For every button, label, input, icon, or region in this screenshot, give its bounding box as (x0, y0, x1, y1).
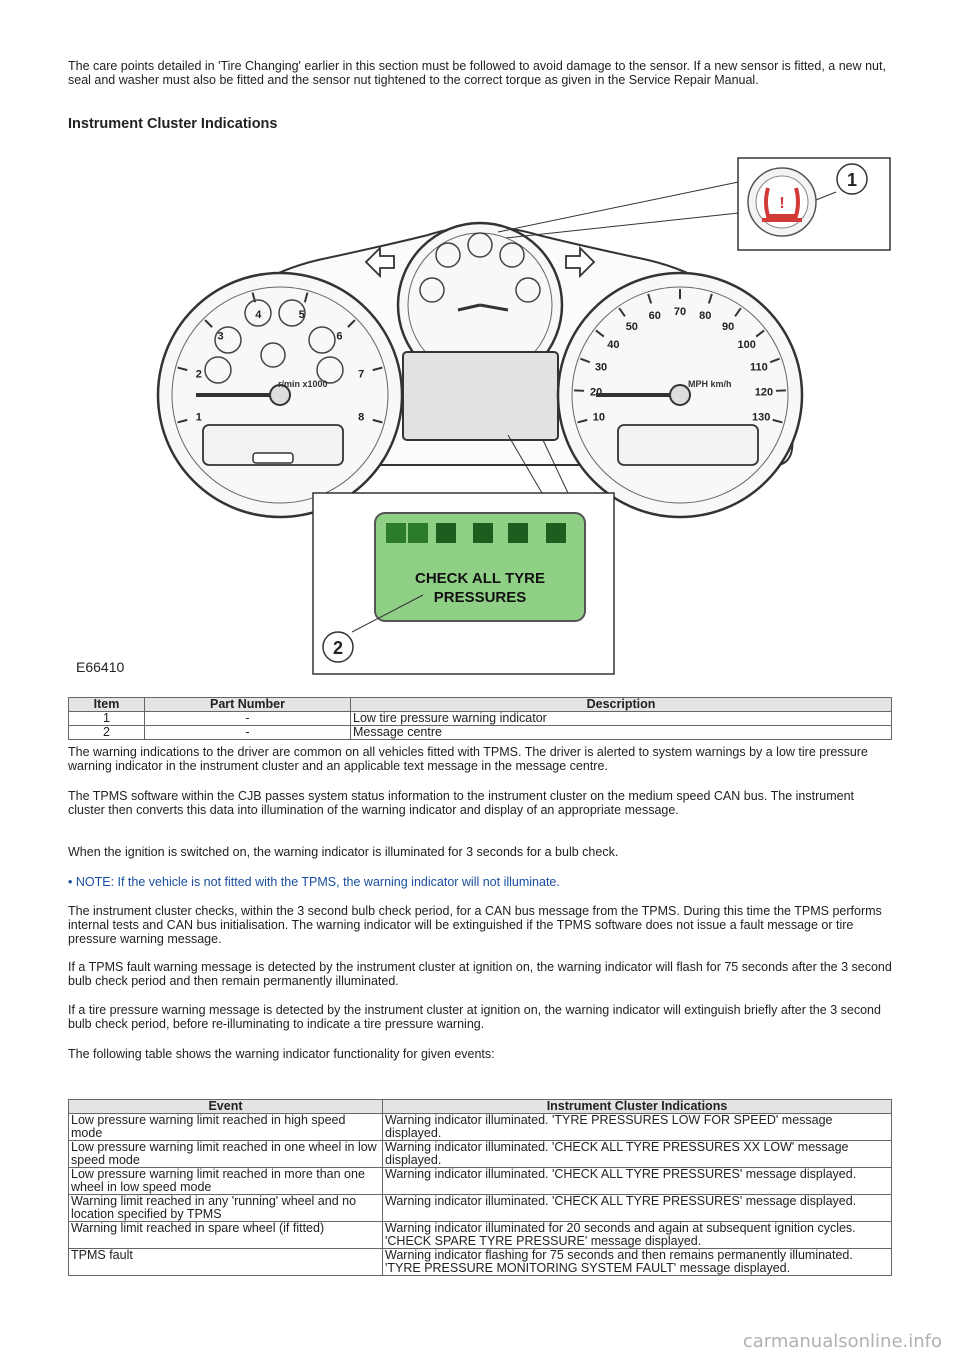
event-cell: Low pressure warning limit reached in high speed mode (69, 1114, 383, 1141)
events-header-indications: Instrument Cluster Indications (383, 1100, 892, 1114)
tachometer-tick-label: 2 (195, 368, 202, 381)
callout-1-number: 1 (846, 170, 858, 190)
parts-cell: - (145, 726, 351, 740)
table-row (69, 1141, 892, 1168)
section-heading: Instrument Cluster Indications (68, 116, 278, 132)
speedometer-tick-label: 70 (673, 306, 687, 318)
paragraph-4: The instrument cluster checks, within the 3 second bulb check period, for a CAN bus message from the TPMS. During this time the TPMS performs internal tests and CAN bus initialisation. The warning indicator will be extinguished if the TPMS software does not issue a fault message or tire pressure warning message. (68, 904, 882, 946)
speedo-lcd (618, 425, 758, 465)
speedo-unit-label: MPH km/h (688, 379, 732, 389)
tacho-unit-label: r/min x1000 (278, 379, 328, 389)
figure-code: E66410 (76, 659, 125, 675)
speedometer-tick-label: 130 (751, 411, 771, 424)
parts-cell: 2 (69, 726, 145, 740)
speedometer-tick-label: 120 (754, 386, 774, 399)
speedometer-tick-label: 40 (607, 338, 620, 351)
instrument-cluster-figure (68, 140, 892, 685)
parts-cell: Message centre (351, 726, 892, 740)
display-line-1: CHECK ALL TYRE (414, 570, 546, 587)
speedometer-tick-label: 90 (722, 321, 735, 334)
paragraph-3: When the ignition is switched on, the warning indicator is illuminated for 3 seconds for a bulb check. (68, 845, 619, 859)
indication-cell: Warning indicator illuminated. 'CHECK ALL TYRE PRESSURES XX LOW' message displayed. (383, 1141, 892, 1168)
indication-cell: Warning indicator illuminated. 'TYRE PRESSURES LOW FOR SPEED' message displayed. (383, 1114, 892, 1141)
display-line-2: PRESSURES (433, 589, 527, 606)
events-table (68, 1099, 892, 1276)
paragraph-6: If a tire pressure warning message is detected by the instrument cluster at ignition on, the warning indicator will extinguish briefly after the 3 second bulb check period, before re-illuminating to indicate a tire pressure warning. (68, 1003, 881, 1031)
table-row (69, 1168, 892, 1195)
parts-header-description: Description (351, 698, 892, 712)
speedometer-tick-label: 20 (589, 386, 603, 399)
paragraph-5: If a TPMS fault warning message is detected by the instrument cluster at ignition on, the warning indicator will flash for 75 seconds after the 3 second bulb check period and then remain permanently illuminated. (68, 960, 892, 988)
parts-cell: 1 (69, 712, 145, 726)
table-row (69, 1114, 892, 1141)
speedometer-tick-label: 100 (737, 338, 756, 351)
callout-2-number: 2 (332, 638, 344, 658)
table-row (69, 1249, 892, 1276)
indication-cell: Warning indicator flashing for 75 seconds and then remains permanently illuminated. 'TYRE PRESSURE MONITORING SYSTEM FAULT' message displayed. (383, 1249, 892, 1276)
tachometer-tick-label: 5 (298, 308, 305, 321)
speedometer-tick-label: 30 (594, 361, 608, 374)
note-paragraph: • NOTE: If the vehicle is not fitted with the TPMS, the warning indicator will not illuminate. (68, 875, 560, 889)
tachometer-tick-label: 7 (358, 368, 365, 381)
event-cell: Warning limit reached in any 'running' wheel and no location specified by TPMS (69, 1195, 383, 1222)
parts-table (68, 697, 892, 740)
tachometer-tick-label: 6 (336, 330, 343, 343)
table-row (69, 712, 892, 726)
trip-button (253, 453, 293, 463)
speedometer-tick-label: 10 (592, 411, 605, 424)
paragraph-7: The following table shows the warning indicator functionality for given events: (68, 1047, 495, 1061)
table-row (69, 1195, 892, 1222)
watermark: carmanualsonline.info (742, 1331, 942, 1352)
speedometer-tick-label: 80 (699, 309, 712, 322)
message-centre-display (403, 352, 558, 440)
table-row (69, 726, 892, 740)
tachometer-tick-label: 1 (195, 411, 202, 424)
tachometer-tick-label: 8 (358, 411, 365, 424)
tachometer-tick-label: 3 (217, 330, 224, 343)
parts-header-item: Item (69, 698, 145, 712)
event-cell: Warning limit reached in spare wheel (if fitted) (69, 1222, 383, 1249)
svg-text:!: ! (779, 195, 785, 212)
event-cell: Low pressure warning limit reached in one wheel in low speed mode (69, 1141, 383, 1168)
speedometer-tick-label: 60 (648, 309, 661, 322)
paragraph-2: The TPMS software within the CJB passes system status information to the instrument cluster on the medium speed CAN bus. The instrument cluster then converts this data into illumination of the warning indicator and display of an appropriate message. (68, 789, 854, 817)
indication-cell: Warning indicator illuminated. 'CHECK ALL TYRE PRESSURES' message displayed. (383, 1195, 892, 1222)
indication-cell: Warning indicator illuminated. 'CHECK ALL TYRE PRESSURES' message displayed. (383, 1168, 892, 1195)
paragraph-1: The warning indications to the driver are common on all vehicles fitted with TPMS. The driver is alerted to system warnings by a low tire pressure warning indicator in the instrument cluster and an applicable text message in the message centre. (68, 745, 868, 773)
table-row (69, 1222, 892, 1249)
event-cell: TPMS fault (69, 1249, 383, 1276)
parts-cell: Low tire pressure warning indicator (351, 712, 892, 726)
event-cell: Low pressure warning limit reached in more than one wheel in low speed mode (69, 1168, 383, 1195)
indication-cell: Warning indicator illuminated for 20 seconds and again at subsequent ignition cycles. 'CHECK SPARE TYRE PRESSURE' message displayed. (383, 1222, 892, 1249)
intro-paragraph: The care points detailed in 'Tire Changing' earlier in this section must be followed to avoid damage to the sensor. If a new sensor is fitted, a new nut, seal and washer must also be fitted and the sensor nut tightened to the correct torque as given in the Service Repair Manual. (68, 59, 886, 87)
speedometer-tick-label: 110 (750, 361, 768, 374)
events-header-event: Event (69, 1100, 383, 1114)
tachometer-tick-label: 4 (255, 308, 262, 321)
parts-cell: - (145, 712, 351, 726)
speedometer-hub (670, 385, 690, 405)
speedometer-tick-label: 50 (625, 321, 638, 334)
parts-header-part-number: Part Number (145, 698, 351, 712)
